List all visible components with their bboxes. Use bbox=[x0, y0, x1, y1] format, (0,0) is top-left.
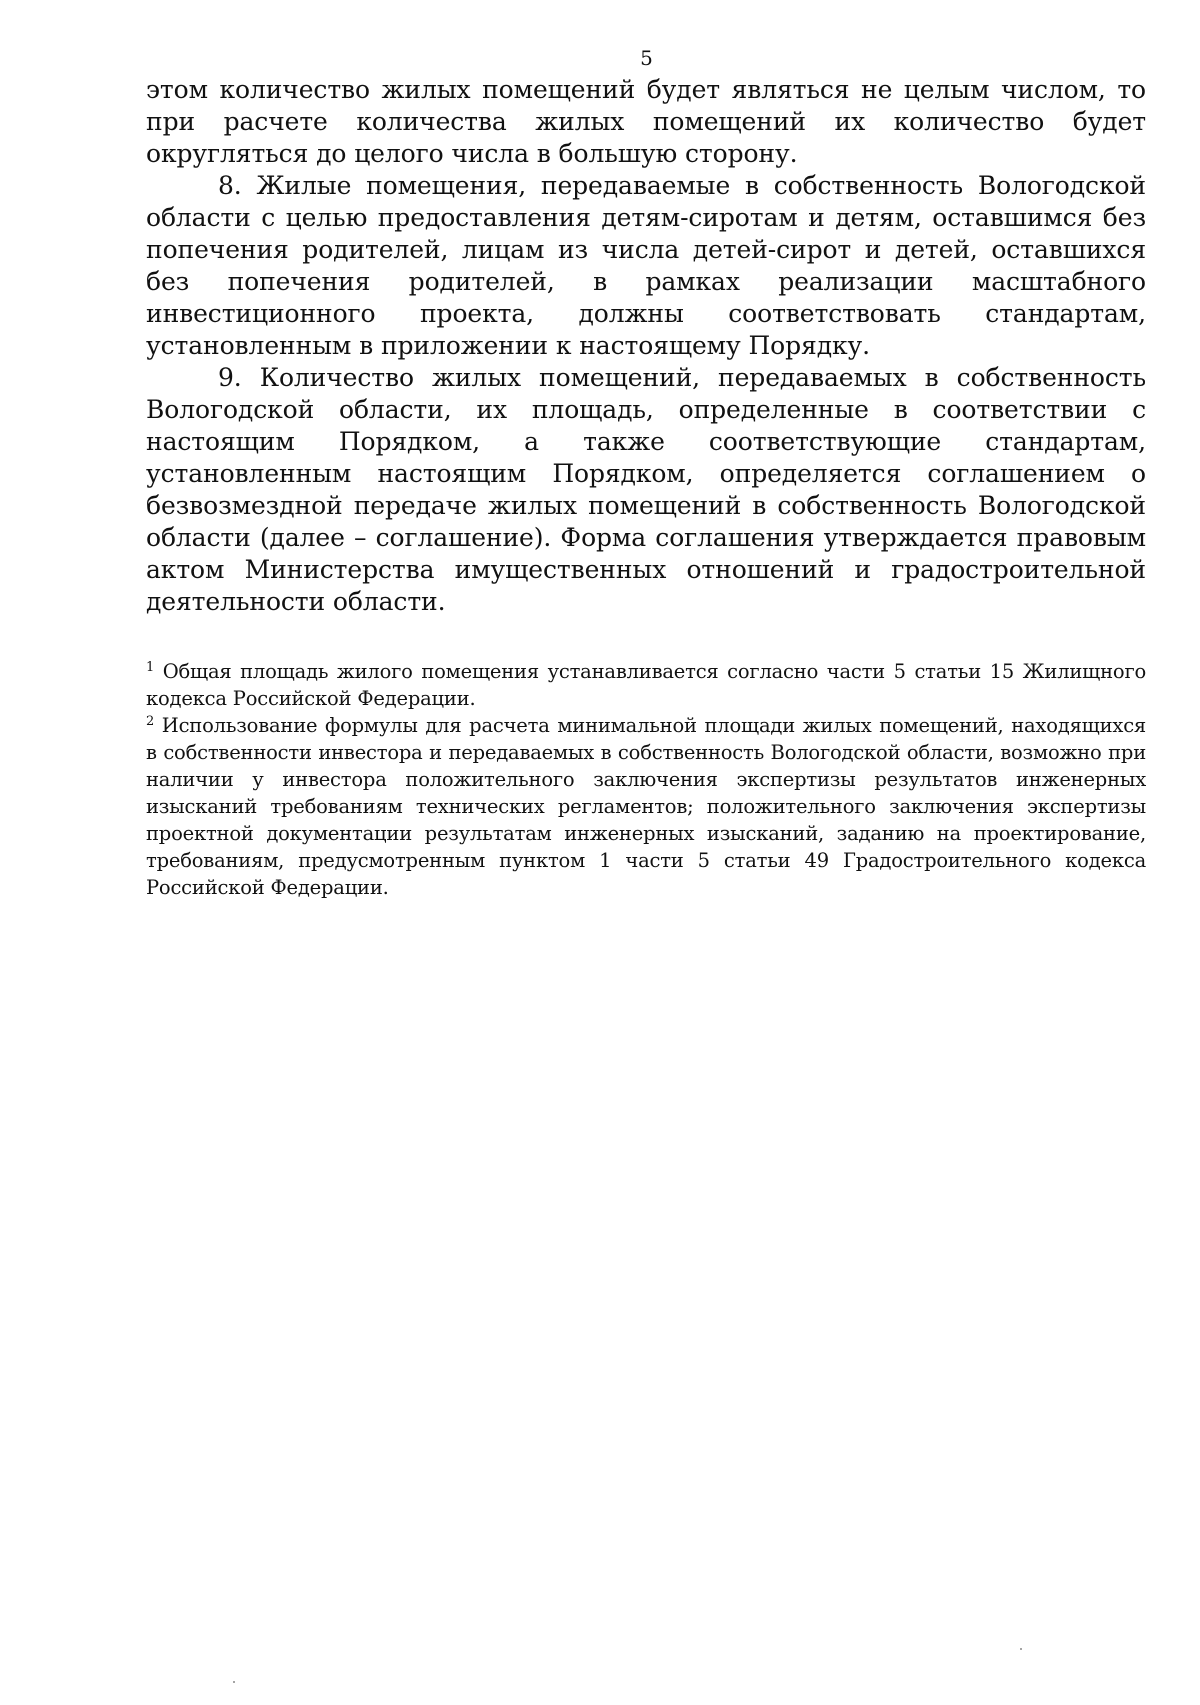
scan-speck bbox=[233, 1681, 235, 1683]
paragraph-8: 8. Жилые помещения, передаваемые в собственность Вологодской области с целью предоставления детям-сиротам и детям, оставшимся без попечения родителей, лицам из числа детей-сирот и детей, оставшихся без попечения родителей, в рамках реализации масштабного инвестиционного проекта, должны соответствовать стандартам, установленным в приложении к настоящему Порядку. bbox=[146, 171, 1146, 360]
footnote-1 bbox=[146, 658, 1146, 712]
footnote-text: Общая площадь жилого помещения устанавливается согласно части 5 статьи 15 Жилищного кодекса Российской Федерации. bbox=[146, 660, 1146, 710]
footnotes bbox=[146, 658, 1146, 901]
paragraph-9: 9. Количество жилых помещений, передаваемых в собственность Вологодской области, их площадь, определенные в соответствии с настоящим Порядком, а также соответствующие стандартам, установленным настоящим Порядком, определяется соглашением о безвозмездной передаче жилых помещений в собственность Вологодской области (далее – соглашение). Форма соглашения утверждается правовым актом Министерства имущественных отношений и градостроительной деятельности области. bbox=[146, 363, 1146, 616]
scan-speck bbox=[1020, 1648, 1022, 1650]
document-body bbox=[146, 74, 1146, 618]
page-number: 5 bbox=[640, 46, 653, 70]
footnote-marker: 1 bbox=[146, 660, 155, 675]
paragraph-continuation: этом количество жилых помещений будет являться не целым числом, то при расчете количества жилых помещений их количество будет округляться до целого числа в большую сторону. bbox=[146, 75, 1146, 168]
footnote-marker: 2 bbox=[146, 714, 155, 729]
footnote-text: Использование формулы для расчета минимальной площади жилых помещений, находящихся в собственности инвестора и передаваемых в собственность Вологодской области, возможно при наличии у инвестора положительного заключения экспертизы результатов инженерных изысканий требованиям технических регламентов; положительного заключения экспертизы проектной документации результатам инженерных изысканий, заданию на проектирование, требованиям, предусмотренным пунктом 1 части 5 статьи 49 Градостроительного кодекса Российской Федерации. bbox=[146, 714, 1147, 899]
footnote-2 bbox=[146, 712, 1146, 901]
